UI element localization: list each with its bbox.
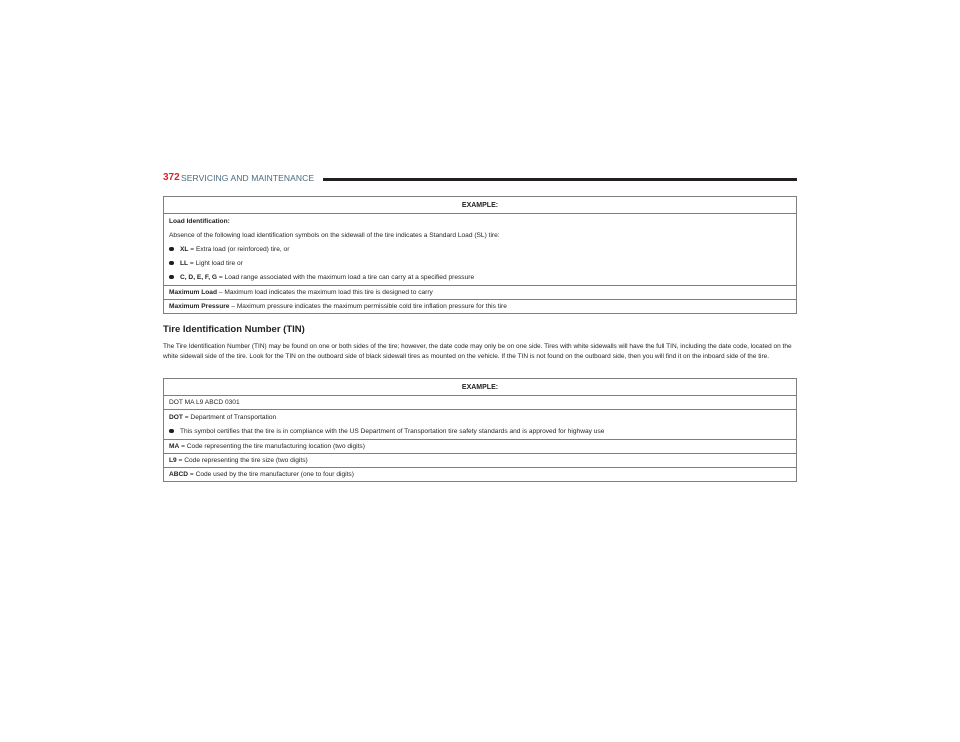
table-heading: EXAMPLE: <box>164 197 797 214</box>
page-number: 372 <box>163 172 180 183</box>
bullet-icon <box>169 275 174 280</box>
bullet-term: LL <box>180 260 189 267</box>
ma-text: = Code representing the tire manufacturing location (two digits) <box>179 443 365 450</box>
maximum-load-cell <box>164 286 797 300</box>
l9-term: L9 <box>169 457 177 464</box>
tin-example-table <box>163 378 797 482</box>
tin-body: The Tire Identification Number (TIN) may be found on one or both sides of the tire; however, the date code may only be on one side. Tires with white sidewalls will have the full TIN, including the date code, located on the white sidewall side of the tire. Look for the TIN on the outboard side of black sidewall tires as mounted on the vehicle. If the TIN is not found on the outboard side, then you will find it on the inboard side of the tire. <box>163 343 792 360</box>
section-title: SERVICING AND MAINTENANCE <box>181 173 315 183</box>
table-heading: EXAMPLE: <box>164 379 797 396</box>
load-identification-intro: Absence of the following load identification symbols on the sidewall of the tire indicates a Standard Load (SL) tire: <box>169 232 500 239</box>
bullet-term: XL <box>180 246 189 253</box>
example-code-cell: DOT MA L9 ABCD 0301 <box>164 396 797 410</box>
abcd-cell <box>164 468 797 482</box>
bullet-text: = Light load tire or <box>188 260 243 267</box>
maximum-load-text: – Maximum load indicates the maximum load this tire is designed to carry <box>217 289 433 296</box>
l9-text: = Code representing the tire size (two digits) <box>176 457 308 464</box>
list-item <box>169 245 791 254</box>
tin-heading: Tire Identification Number (TIN) <box>163 324 305 335</box>
maximum-pressure-term: Maximum Pressure <box>169 303 230 310</box>
list-item <box>169 273 791 282</box>
ma-term: MA <box>169 443 180 450</box>
load-identification-cell <box>164 214 797 286</box>
bullet-term: C, D, E, F, G <box>180 274 218 281</box>
abcd-text: = Code used by the tire manufacturer (one to four digits) <box>188 471 354 478</box>
list-item <box>169 427 791 436</box>
dot-text: = Department of Transportation <box>182 414 277 421</box>
maximum-pressure-text: – Maximum pressure indicates the maximum permissible cold tire inflation pressure for this tire <box>229 303 507 310</box>
bullet-text: = Load range associated with the maximum load a tire can carry at a specified pressure <box>217 274 475 281</box>
bullet-text: This symbol certifies that the tire is in compliance with the US Department of Transportation tire safety standards and is approved for highway use <box>180 428 605 435</box>
maximum-pressure-cell <box>164 300 797 314</box>
load-identification-table <box>163 196 797 314</box>
abcd-term: ABCD <box>169 471 189 478</box>
bullet-icon <box>169 429 174 434</box>
maximum-load-term: Maximum Load <box>169 289 217 296</box>
page-header <box>163 171 797 185</box>
l9-cell <box>164 454 797 468</box>
ma-cell <box>164 440 797 454</box>
header-rule <box>323 178 797 181</box>
dot-cell <box>164 410 797 440</box>
bullet-icon <box>169 247 174 252</box>
bullet-text: = Extra load (or reinforced) tire, or <box>188 246 290 253</box>
bullet-icon <box>169 261 174 266</box>
dot-term: DOT <box>169 414 183 421</box>
load-identification-title: Load Identification: <box>169 218 230 225</box>
list-item <box>169 259 791 268</box>
